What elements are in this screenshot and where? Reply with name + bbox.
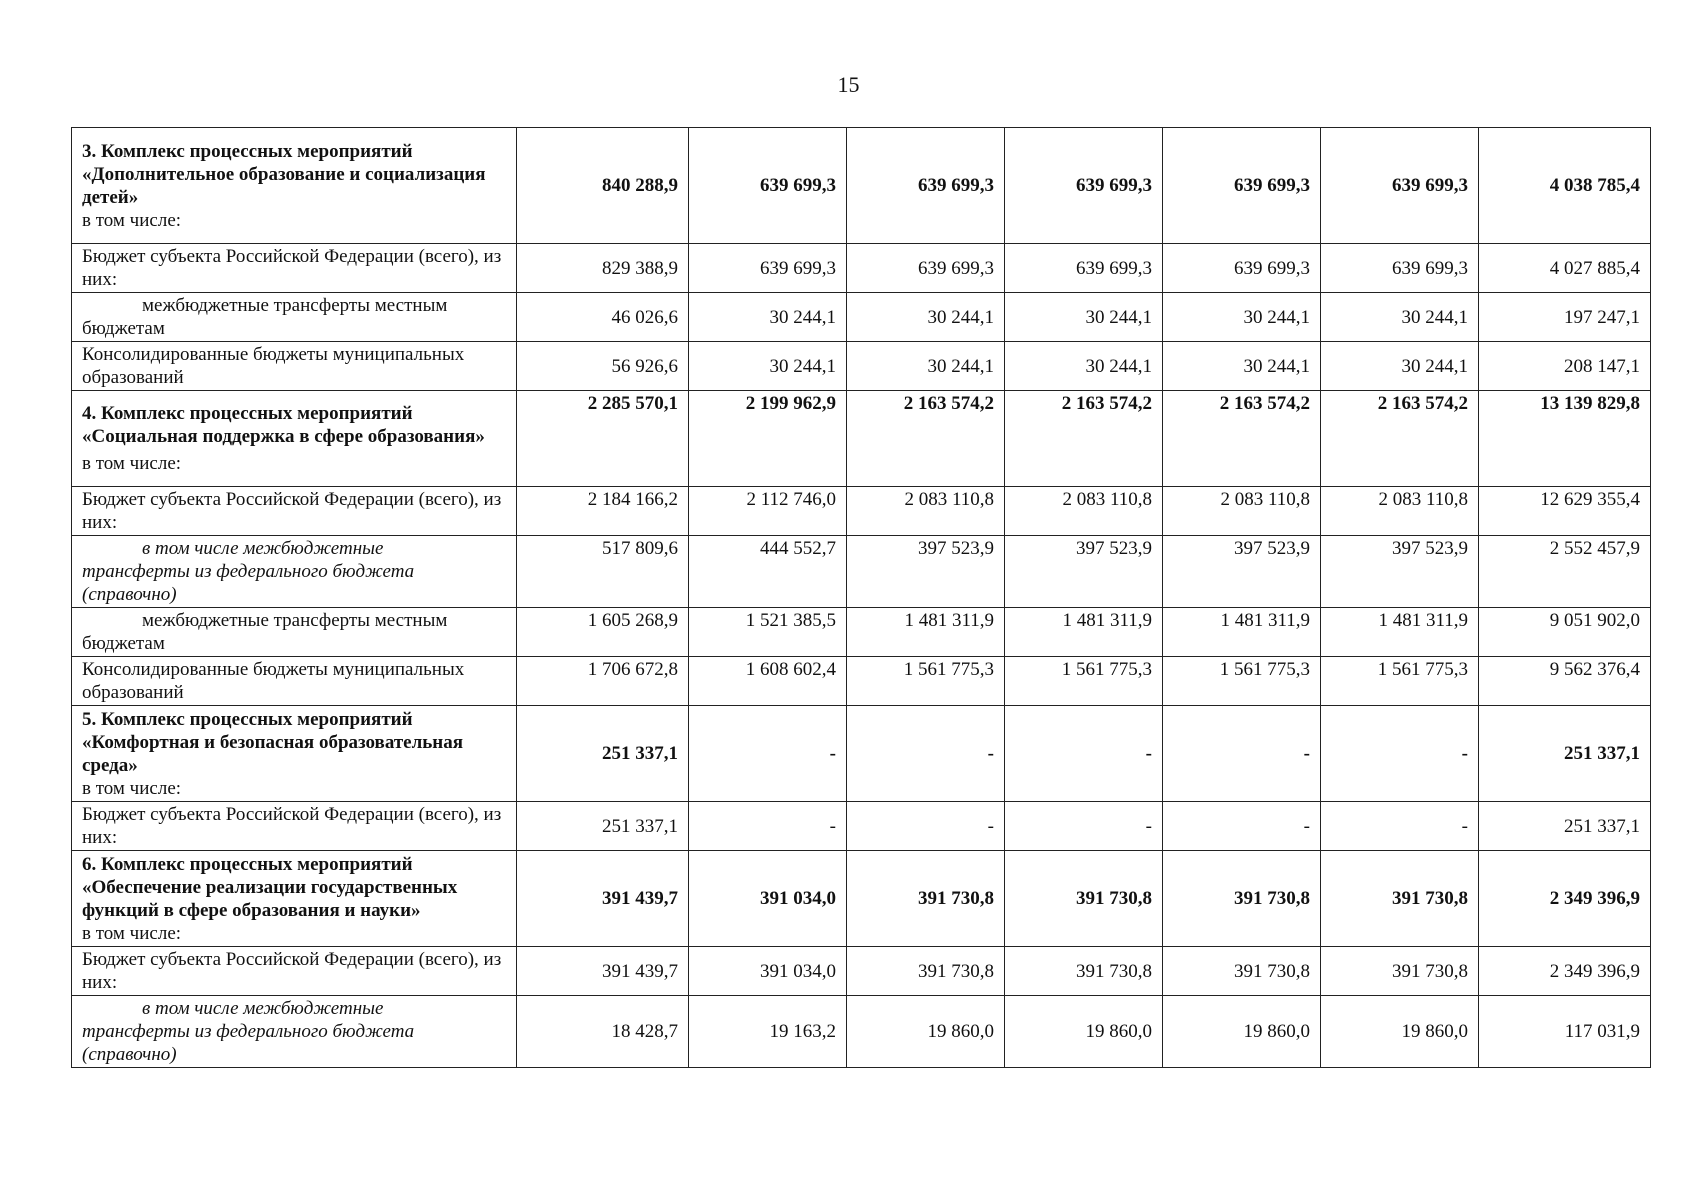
value-cell: 197 247,1 [1479,293,1651,342]
value-cell: - [689,706,847,802]
value-cell: 444 552,7 [689,536,847,608]
value-cell: 251 337,1 [517,802,689,851]
row-label-cell [72,657,517,706]
value-cell: - [1163,706,1321,802]
row-label-cell [72,244,517,293]
value-cell: 2 552 457,9 [1479,536,1651,608]
row-label-title: Консолидированные бюджеты муниципальных образований [82,344,465,388]
value-cell: 9 562 376,4 [1479,657,1651,706]
value-cell: 2 112 746,0 [689,487,847,536]
row-label-cell [72,851,517,947]
table-row [72,851,1651,947]
value-cell: 1 481 311,9 [1163,608,1321,657]
value-cell: 19 860,0 [1321,996,1479,1068]
row-label-title: 5. Комплекс процессных мероприятий «Комфортная и безопасная образовательная среда» [82,708,464,776]
value-cell: 1 605 268,9 [517,608,689,657]
row-label-cell [72,342,517,391]
value-cell: 391 730,8 [847,947,1005,996]
value-cell: - [1321,706,1479,802]
value-cell: 2 349 396,9 [1479,851,1651,947]
value-cell: 1 706 672,8 [517,657,689,706]
value-cell: 1 481 311,9 [1321,608,1479,657]
budget-table [71,127,1651,1068]
value-cell: 391 730,8 [847,851,1005,947]
row-label-rest: трансферты из федерального бюджета (справочно) [82,561,415,605]
value-cell: 1 481 311,9 [1005,608,1163,657]
page-number: 15 [837,72,860,97]
row-label-lead: в том числе межбюджетные [142,998,384,1019]
value-cell: 639 699,3 [1163,128,1321,244]
value-cell: 391 730,8 [1321,947,1479,996]
row-label-note: в том числе: [82,777,182,799]
row-label-title: Бюджет субъекта Российской Федерации (всего), из них: [82,489,502,533]
value-cell: 251 337,1 [1479,802,1651,851]
row-label-title: Консолидированные бюджеты муниципальных образований [82,659,465,703]
row-label-title: Бюджет субъекта Российской Федерации (всего), из них: [82,246,502,290]
table-row [72,342,1651,391]
row-label-cell [72,947,517,996]
value-cell: 517 809,6 [517,536,689,608]
row-label-title: 3. Комплекс процессных мероприятий «Дополнительное образование и социализация детей» [82,140,486,208]
value-cell: 840 288,9 [517,128,689,244]
value-cell: 19 163,2 [689,996,847,1068]
value-cell: 639 699,3 [689,128,847,244]
value-cell: 19 860,0 [1163,996,1321,1068]
value-cell: 30 244,1 [1005,293,1163,342]
table-row [72,128,1651,244]
value-cell: 639 699,3 [689,244,847,293]
table-row [72,706,1651,802]
row-label-cell [72,487,517,536]
value-cell: 2 163 574,2 [847,391,1005,487]
row-label-cell [72,293,517,342]
row-label-rest: бюджетам [82,633,165,654]
value-cell: 639 699,3 [1321,244,1479,293]
table-row [72,657,1651,706]
value-cell: 30 244,1 [847,293,1005,342]
value-cell: 4 027 885,4 [1479,244,1651,293]
table-row [72,996,1651,1068]
value-cell: - [1163,802,1321,851]
value-cell: 391 730,8 [1163,947,1321,996]
value-cell: 30 244,1 [1005,342,1163,391]
row-label-rest: бюджетам [82,318,165,339]
row-label-rest: трансферты из федерального бюджета (справочно) [82,1021,415,1065]
value-cell: 1 561 775,3 [1005,657,1163,706]
row-label-cell [72,802,517,851]
table-row [72,608,1651,657]
row-label-note: в том числе: [82,209,182,231]
row-label-lead: в том числе межбюджетные [142,538,384,559]
value-cell: 639 699,3 [1321,128,1479,244]
value-cell: 2 163 574,2 [1005,391,1163,487]
value-cell: - [1321,802,1479,851]
value-cell: 2 184 166,2 [517,487,689,536]
row-label-cell [72,391,517,487]
value-cell: 2 083 110,8 [1163,487,1321,536]
value-cell: 30 244,1 [1163,342,1321,391]
value-cell: 391 439,7 [517,851,689,947]
value-cell: 46 026,6 [517,293,689,342]
value-cell: 829 388,9 [517,244,689,293]
row-label-cell [72,536,517,608]
value-cell: 639 699,3 [1005,244,1163,293]
value-cell: 1 521 385,5 [689,608,847,657]
table-row [72,293,1651,342]
value-cell: 391 034,0 [689,851,847,947]
table-row [72,536,1651,608]
table-row [72,244,1651,293]
value-cell: 56 926,6 [517,342,689,391]
value-cell: 1 561 775,3 [1163,657,1321,706]
row-label-cell [72,128,517,244]
row-label-cell [72,706,517,802]
row-label-cell [72,996,517,1068]
value-cell: 251 337,1 [1479,706,1651,802]
value-cell: 639 699,3 [847,244,1005,293]
value-cell: 30 244,1 [689,293,847,342]
value-cell: 4 038 785,4 [1479,128,1651,244]
value-cell: 30 244,1 [1321,293,1479,342]
value-cell: 117 031,9 [1479,996,1651,1068]
value-cell: 18 428,7 [517,996,689,1068]
row-label-lead: межбюджетные трансферты местным [142,295,448,316]
value-cell: 391 034,0 [689,947,847,996]
value-cell: 397 523,9 [1321,536,1479,608]
row-label-note: в том числе: [82,453,182,474]
value-cell: 2 163 574,2 [1163,391,1321,487]
row-label-cell [72,608,517,657]
value-cell: 2 285 570,1 [517,391,689,487]
value-cell: 391 730,8 [1005,851,1163,947]
value-cell: 2 163 574,2 [1321,391,1479,487]
value-cell: 1 608 602,4 [689,657,847,706]
value-cell: 1 561 775,3 [1321,657,1479,706]
table-row [72,802,1651,851]
row-label-title: 6. Комплекс процессных мероприятий «Обеспечение реализации государственных функций в сфере образования и науки» [82,853,458,921]
value-cell: 12 629 355,4 [1479,487,1651,536]
value-cell: 391 439,7 [517,947,689,996]
value-cell: - [1005,706,1163,802]
row-label-title: 4. Комплекс процессных мероприятий «Социальная поддержка в сфере образования» [82,403,485,447]
value-cell: 2 083 110,8 [1005,487,1163,536]
value-cell: 391 730,8 [1321,851,1479,947]
table-row [72,947,1651,996]
row-label-title: Бюджет субъекта Российской Федерации (всего), из них: [82,949,502,993]
table-row [72,487,1651,536]
value-cell: 2 199 962,9 [689,391,847,487]
value-cell: 251 337,1 [517,706,689,802]
value-cell: 30 244,1 [847,342,1005,391]
value-cell: - [689,802,847,851]
value-cell: 30 244,1 [689,342,847,391]
value-cell: 2 349 396,9 [1479,947,1651,996]
value-cell: 639 699,3 [1005,128,1163,244]
row-label-title: Бюджет субъекта Российской Федерации (всего), из них: [82,804,502,848]
row-label-lead: межбюджетные трансферты местным [142,610,448,631]
value-cell: 639 699,3 [847,128,1005,244]
value-cell: - [847,802,1005,851]
value-cell: 397 523,9 [1163,536,1321,608]
value-cell: 13 139 829,8 [1479,391,1651,487]
value-cell: 30 244,1 [1163,293,1321,342]
value-cell: - [1005,802,1163,851]
value-cell: 208 147,1 [1479,342,1651,391]
value-cell: 391 730,8 [1005,947,1163,996]
value-cell: 9 051 902,0 [1479,608,1651,657]
value-cell: 2 083 110,8 [1321,487,1479,536]
value-cell: 397 523,9 [1005,536,1163,608]
table-row [72,391,1651,487]
value-cell: 19 860,0 [847,996,1005,1068]
value-cell: - [847,706,1005,802]
value-cell: 639 699,3 [1163,244,1321,293]
value-cell: 1 561 775,3 [847,657,1005,706]
value-cell: 19 860,0 [1005,996,1163,1068]
value-cell: 2 083 110,8 [847,487,1005,536]
value-cell: 30 244,1 [1321,342,1479,391]
value-cell: 391 730,8 [1163,851,1321,947]
value-cell: 397 523,9 [847,536,1005,608]
row-label-note: в том числе: [82,922,182,944]
value-cell: 1 481 311,9 [847,608,1005,657]
